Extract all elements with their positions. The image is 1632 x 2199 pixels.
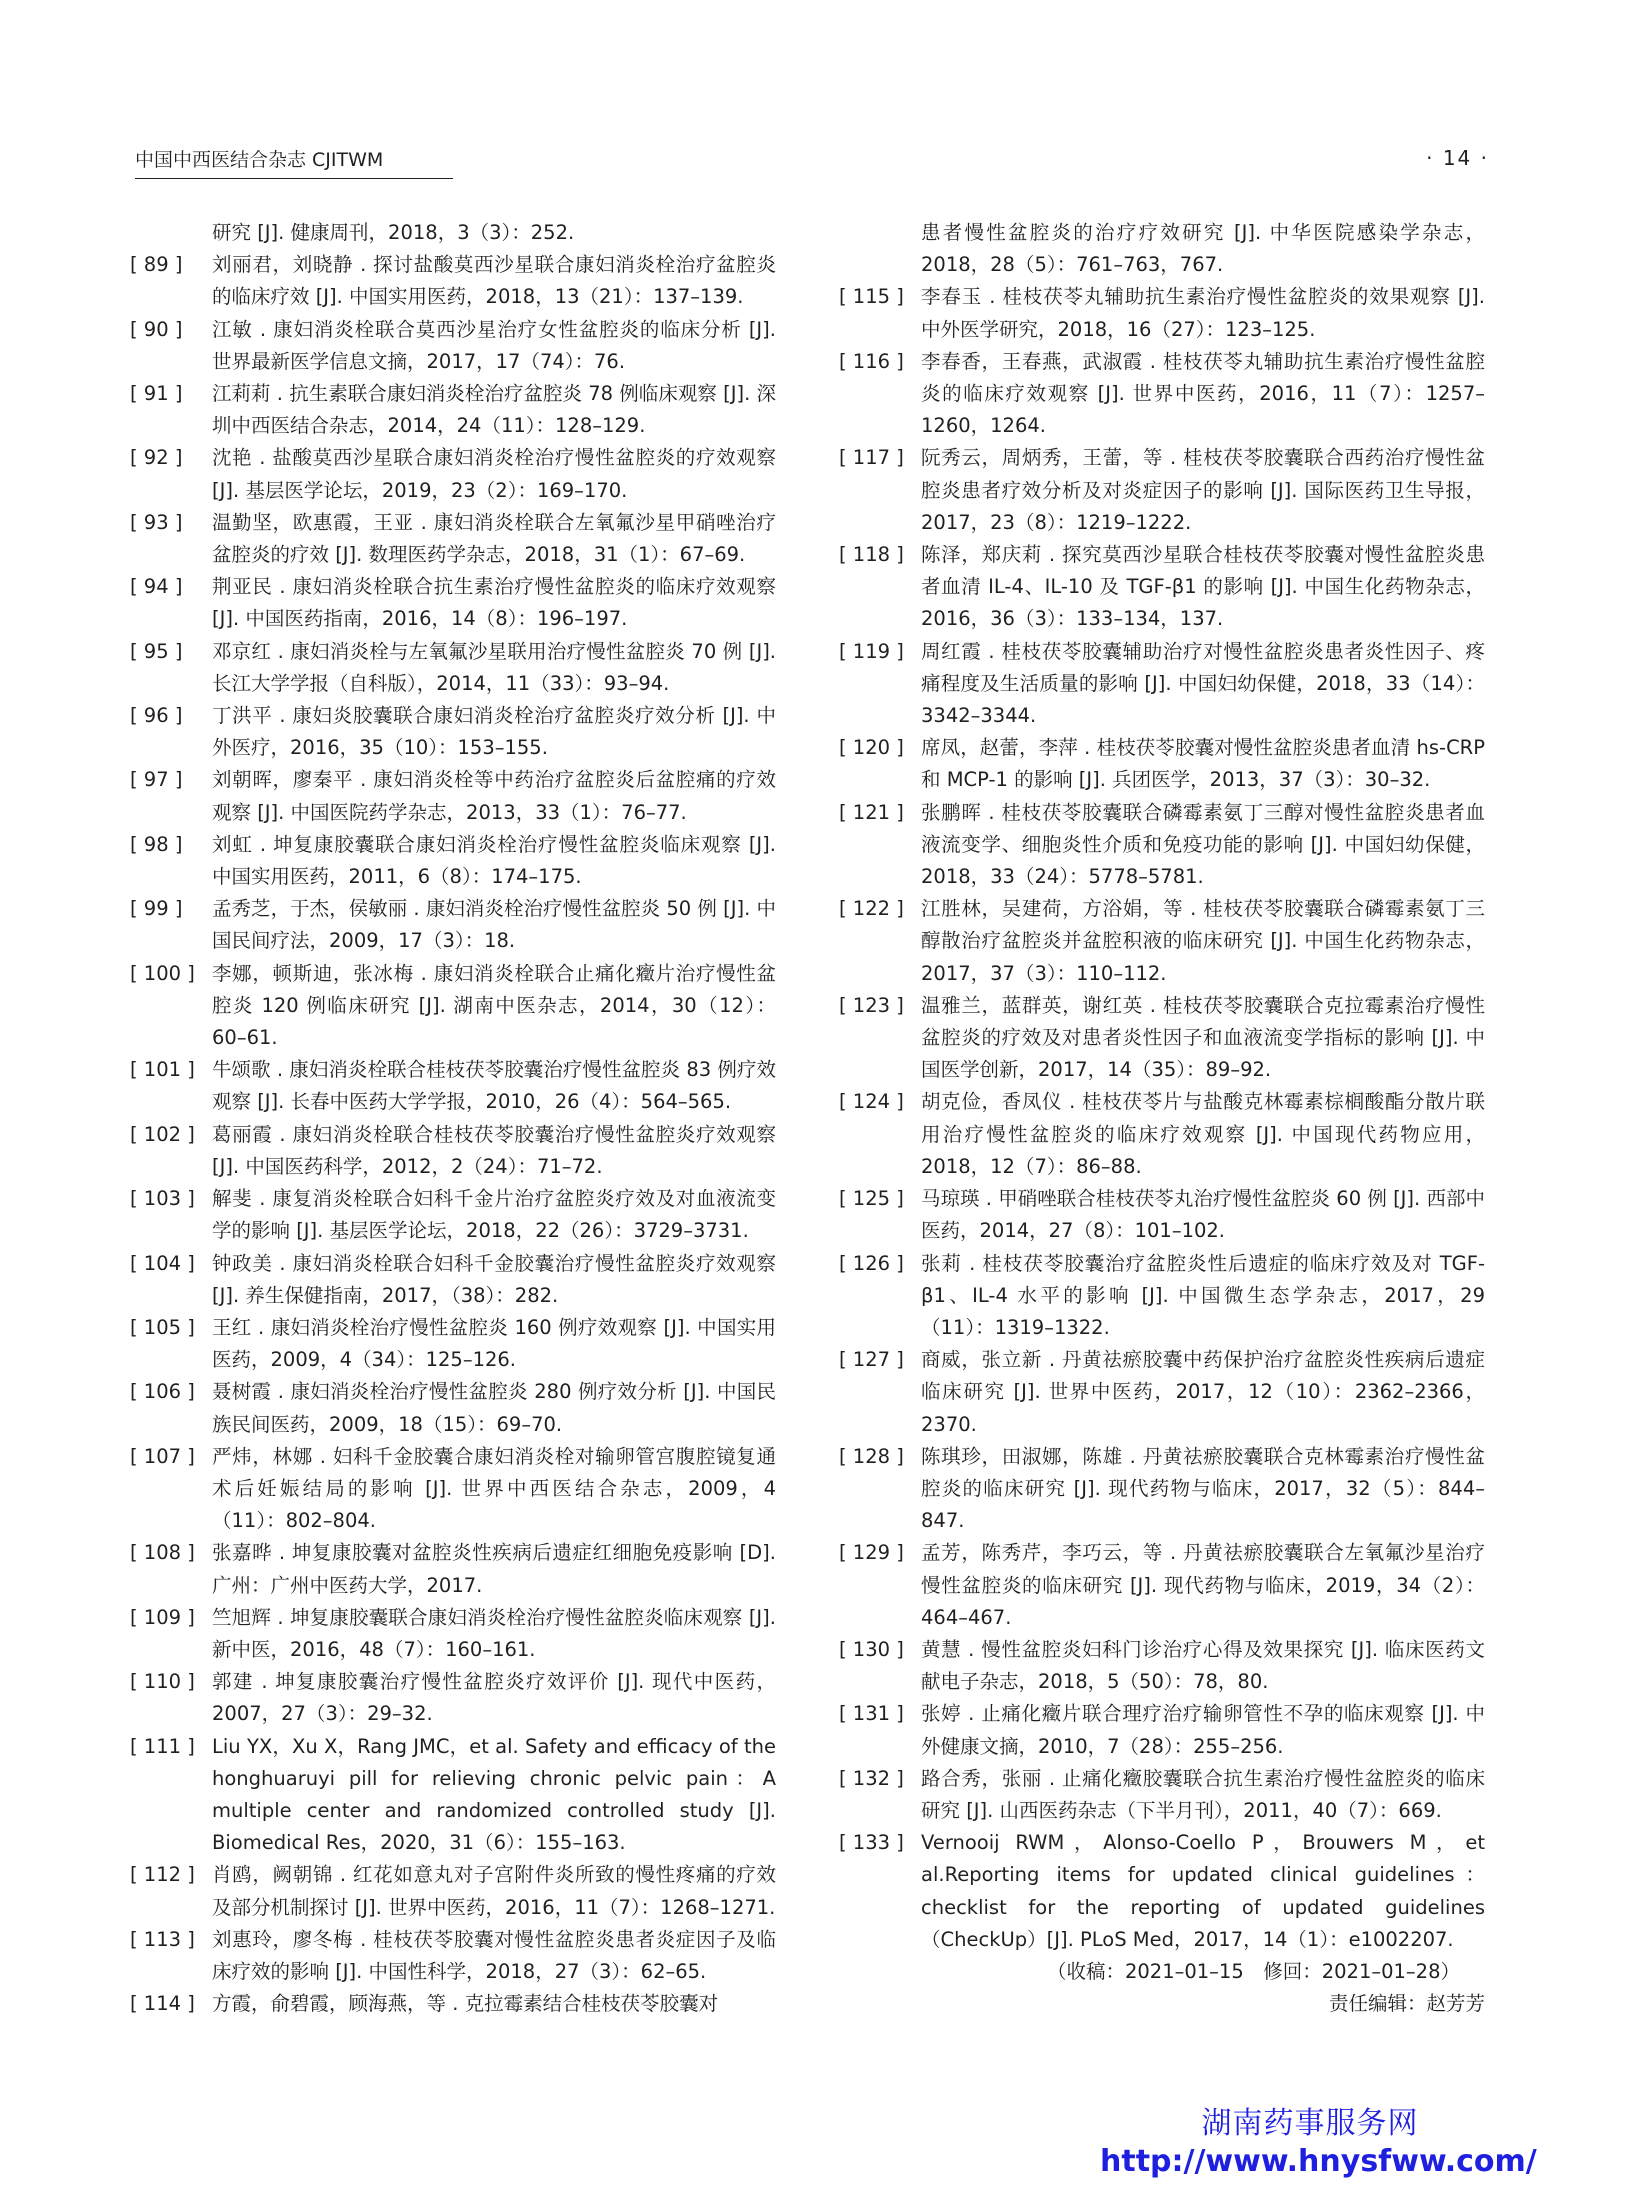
reference-text: Liu YX，Xu X，Rang JMC，et al. Safety and efficacy of the honghuaruyi pill for relieving chronic pelvic pain：A multiple center and randomized controlled study [J]. Biomedical Res，2020，31（6）：155–163. (212, 1734, 776, 1855)
reference-text: 方霞，俞碧霞，顾海燕，等 . 克拉霉素结合桂枝茯苓胶囊对 (212, 1992, 719, 2016)
reference-text: 江敏 . 康妇消炎栓联合莫西沙星治疗女性盆腔炎的临床分析 [J]. 世界最新医学信息文摘，2017，17（74）：76. (212, 317, 776, 373)
reference-item (839, 797, 1485, 894)
reference-number: [ 118 ] (839, 543, 904, 567)
reference-text: 刘丽君，刘晓静 . 探讨盐酸莫西沙星联合康妇消炎栓治疗盆腔炎的临床疗效 [J]. 中国实用医药，2018，13（21）：137–139. (212, 253, 776, 309)
reference-item (839, 442, 1485, 539)
responsible-editor: 责任编辑：赵芳芳 (1328, 1992, 1485, 2016)
reference-text: 郭建 . 坤复康胶囊治疗慢性盆腔炎疗效评价 [J]. 现代中医药，2007，27（3）：29–32. (212, 1670, 776, 1726)
reference-text: 肖鸥，阙朝锦 . 红花如意丸对子宫附件炎所致的慢性疼痛的疗效及部分机制探讨 [J]. 世界中医药，2016，11（7）：1268–1271. (212, 1863, 776, 1919)
reference-item (130, 1441, 776, 1538)
reference-text: 黄慧 . 慢性盆腔炎妇科门诊治疗心得及效果探究 [J]. 临床医药文献电子杂志，2018，5（50）：78，80. (921, 1637, 1485, 1694)
watermark-url[interactable]: http://www.hnysfww.com/ (1100, 2144, 1537, 2179)
reference-number: [ 103 ] (130, 1187, 195, 1211)
reference-text: 阮秀云，周炳秀，王蕾，等 . 桂枝茯苓胶囊联合西药治疗慢性盆腔炎患者疗效分析及对炎症因子的影响 [J]. 国际医药卫生导报，2017，23（8）：1219–1222. (921, 446, 1485, 534)
received-dates: （收稿：2021–01–15 修回：2021–01–28） (1046, 1959, 1460, 1983)
reference-item (130, 829, 776, 893)
reference-text: 刘朝晖，廖秦平 . 康妇消炎栓等中药治疗盆腔炎后盆腔痛的疗效观察 [J]. 中国医院药学杂志，2013，33（1）：76–77. (212, 768, 776, 824)
reference-item (130, 1537, 776, 1601)
reference-item (130, 764, 776, 828)
reference-item (839, 1763, 1485, 1827)
reference-number: [ 106 ] (130, 1380, 195, 1404)
reference-text: Vernooij RWM，Alonso-Coello P，Brouwers M，et al.Reporting items for updated clinical guidelines：checklist for the reporting of updated guidelines（CheckUp）[J]. PLoS Med，2017，14（1）：e1002207. (921, 1831, 1485, 1951)
reference-continuation: 患者慢性盆腔炎的治疗疗效研究 [J]. 中华医院感染学杂志，2018，28（5）：761–763，767. (921, 221, 1485, 277)
reference-item (130, 1602, 776, 1666)
reference-text: 张鹏晖 . 桂枝茯苓胶囊联合磷霉素氨丁三醇对慢性盆腔炎患者血液流变学、细胞炎性介质和免疫功能的影响 [J]. 中国妇幼保健，2018，33（24）：5778–5781. (921, 800, 1485, 889)
reference-text: 张婷 . 止痛化癥片联合理疗治疗输卵管性不孕的临床观察 [J]. 中外健康文摘，2010，7（28）：255–256. (921, 1702, 1485, 1758)
reference-number: [ 102 ] (130, 1122, 195, 1146)
reference-number: [ 116 ] (839, 349, 904, 373)
reference-number: [ 100 ] (130, 961, 195, 985)
reference-column-left (130, 217, 776, 2020)
reference-number: [ 90 ] (130, 317, 183, 341)
reference-item (839, 893, 1485, 990)
reference-text: 李春玉 . 桂枝茯苓丸辅助抗生素治疗慢性盆腔炎的效果观察 [J]. 中外医学研究，2018，16（27）：123–125. (921, 285, 1485, 341)
reference-number: [ 131 ] (839, 1702, 904, 1726)
reference-item (130, 893, 776, 957)
journal-title: 中国中西医结合杂志 CJITWM (135, 148, 453, 179)
reference-item (130, 571, 776, 635)
reference-text: 胡克俭，香凤仪 . 桂枝茯苓片与盐酸克林霉素棕榈酸酯分散片联用治疗慢性盆腔炎的临床疗效观察 [J]. 中国现代药物应用，2018，12（7）：86–88. (921, 1090, 1485, 1178)
reference-number: [ 109 ] (130, 1605, 195, 1629)
reference-text: 陈泽，郑庆莉 . 探究莫西沙星联合桂枝茯苓胶囊对慢性盆腔炎患者血清 IL-4、IL-10 及 TGF-β1 的影响 [J]. 中国生化药物杂志，2016，36（3）：133–134，137. (921, 543, 1485, 631)
reference-item (130, 1988, 776, 2020)
reference-item (130, 442, 776, 506)
watermark-site-name: 湖南药事服务网 (1201, 2106, 1419, 2141)
reference-item (130, 507, 776, 571)
reference-number: [ 119 ] (839, 639, 904, 663)
reference-text: 马琼瑛 . 甲硝唑联合桂枝茯苓丸治疗慢性盆腔炎 60 例 [J]. 西部中医药，2014，27（8）：101–102. (921, 1187, 1485, 1243)
reference-item (130, 636, 776, 700)
reference-item (130, 1859, 776, 1923)
reference-text: 李春香，王春燕，武淑霞 . 桂枝茯苓丸辅助抗生素治疗慢性盆腔炎的临床疗效观察 [J]. 世界中医药，2016，11（7）：1257–1260，1264. (921, 349, 1485, 438)
reference-item (130, 1666, 776, 1730)
reference-number: [ 105 ] (130, 1315, 195, 1339)
reference-number: [ 124 ] (839, 1090, 904, 1114)
reference-text: 江胜林，吴建荷，方浴娟，等 . 桂枝茯苓胶囊联合磷霉素氨丁三醇散治疗盆腔炎并盆腔积液的临床研究 [J]. 中国生化药物杂志，2017，37（3）：110–112. (921, 897, 1485, 985)
reference-number: [ 130 ] (839, 1637, 904, 1661)
reference-text: 严炜，林娜 . 妇科千金胶囊合康妇消炎栓对输卵管宫腹腔镜复通术后妊娠结局的影响 [J]. 世界中西医结合杂志，2009，4（11）：802–804. (212, 1444, 776, 1533)
reference-number: [ 132 ] (839, 1766, 904, 1790)
reference-item (130, 958, 776, 1055)
reference-item (839, 1183, 1485, 1247)
reference-number: [ 128 ] (839, 1444, 904, 1468)
reference-number: [ 93 ] (130, 510, 183, 534)
reference-item (839, 1698, 1485, 1762)
reference-number: [ 129 ] (839, 1541, 904, 1565)
reference-text: 钟政美 . 康妇消炎栓联合妇科千金胶囊治疗慢性盆腔炎疗效观察 [J]. 养生保健指南，2017，（38）：282. (212, 1251, 776, 1307)
reference-list-left (130, 249, 776, 2020)
reference-number: [ 99 ] (130, 897, 183, 921)
reference-number: [ 97 ] (130, 768, 183, 792)
reference-number: [ 98 ] (130, 832, 183, 856)
reference-item (839, 346, 1485, 443)
reference-text: 解斐 . 康复消炎栓联合妇科千金片治疗盆腔炎疗效及对血液流变学的影响 [J]. 基层医学论坛，2018，22（26）：3729–3731. (212, 1187, 776, 1243)
reference-number: [ 94 ] (130, 575, 183, 599)
reference-item (839, 281, 1485, 345)
reference-number: [ 126 ] (839, 1251, 904, 1275)
reference-column-right (839, 217, 1485, 2020)
reference-text: 孟秀芝，于杰，侯敏丽 . 康妇消炎栓治疗慢性盆腔炎 50 例 [J]. 中国民间疗法，2009，17（3）：18. (212, 897, 776, 953)
watermark (1100, 2105, 1537, 2181)
reference-number: [ 120 ] (839, 736, 904, 760)
reference-text: 温雅兰，蓝群英，谢红英 . 桂枝茯苓胶囊联合克拉霉素治疗慢性盆腔炎的疗效及对患者炎性因子和血液流变学指标的影响 [J]. 中国医学创新，2017，14（35）：89–92. (921, 993, 1485, 1082)
reference-number: [ 112 ] (130, 1863, 195, 1887)
reference-text: 刘虹 . 坤复康胶囊联合康妇消炎栓治疗慢性盆腔炎临床观察 [J]. 中国实用医药，2011，6（8）：174–175. (212, 832, 776, 889)
reference-item (839, 1441, 1485, 1538)
reference-number: [ 96 ] (130, 704, 183, 728)
reference-text: 荆亚民 . 康妇消炎栓联合抗生素治疗慢性盆腔炎的临床疗效观察 [J]. 中国医药指南，2016，14（8）：196–197. (212, 575, 776, 631)
reference-item (839, 990, 1485, 1087)
reference-number: [ 127 ] (839, 1348, 904, 1372)
reference-text: 牛颂歌 . 康妇消炎栓联合桂枝茯苓胶囊治疗慢性盆腔炎 83 例疗效观察 [J]. 长春中医药大学学报，2010，26（4）：564–565. (212, 1058, 776, 1114)
reference-item (130, 1119, 776, 1183)
reference-item (839, 1248, 1485, 1345)
reference-text: 刘惠玲，廖冬梅 . 桂枝茯苓胶囊对慢性盆腔炎患者炎症因子及临床疗效的影响 [J]. 中国性科学，2018，27（3）：62–65. (212, 1927, 776, 1983)
reference-number: [ 111 ] (130, 1734, 195, 1758)
reference-text: 商威，张立新 . 丹黄祛瘀胶囊中药保护治疗盆腔炎性疾病后遗症临床研究 [J]. 世界中医药，2017，12（10）：2362–2366，2370. (921, 1348, 1485, 1436)
reference-number: [ 125 ] (839, 1187, 904, 1211)
reference-number: [ 107 ] (130, 1444, 195, 1468)
reference-text: 丁洪平 . 康妇炎胶囊联合康妇消炎栓治疗盆腔炎疗效分析 [J]. 中外医疗，2016，35（10）：153–155. (212, 704, 776, 760)
reference-text: 邓京红 . 康妇消炎栓与左氧氟沙星联用治疗慢性盆腔炎 70 例 [J]. 长江大学学报（自科版），2014，11（33）：93–94. (212, 639, 776, 695)
reference-text: 陈琪珍，田淑娜，陈雄 . 丹黄祛瘀胶囊联合克林霉素治疗慢性盆腔炎的临床研究 [J]. 现代药物与临床，2017，32（5）：844–847. (921, 1444, 1485, 1533)
reference-item (839, 1827, 1485, 1956)
reference-text: 王红 . 康妇消炎栓治疗慢性盆腔炎 160 例疗效观察 [J]. 中国实用医药，2009，4（34）：125–126. (212, 1315, 776, 1372)
reference-text: 竺旭辉 . 坤复康胶囊联合康妇消炎栓治疗慢性盆腔炎临床观察 [J]. 新中医，2016，48（7）：160–161. (212, 1605, 776, 1661)
reference-item (130, 1924, 776, 1988)
reference-text: 路合秀，张丽 . 止痛化癥胶囊联合抗生素治疗慢性盆腔炎的临床研究 [J]. 山西医药杂志（下半月刊），2011，40（7）：669. (921, 1766, 1485, 1822)
reference-item (130, 378, 776, 442)
reference-item (130, 1312, 776, 1376)
reference-text: 张嘉晔 . 坤复康胶囊对盆腔炎性疾病后遗症红细胞免疫影响 [D]. 广州：广州中医药大学，2017. (212, 1541, 776, 1597)
reference-number: [ 108 ] (130, 1541, 195, 1565)
reference-item (839, 732, 1485, 796)
reference-text: 孟芳，陈秀芹，李巧云，等 . 丹黄祛瘀胶囊联合左氧氟沙星治疗慢性盆腔炎的临床研究 [J]. 现代药物与临床，2019，34（2）：464–467. (921, 1541, 1485, 1629)
reference-number: [ 117 ] (839, 446, 904, 470)
reference-list-right (839, 281, 1485, 1956)
reference-item (839, 1537, 1485, 1634)
reference-item (130, 1183, 776, 1247)
reference-item (130, 700, 776, 764)
reference-text: 江莉莉 . 抗生素联合康妇消炎栓治疗盆腔炎 78 例临床观察 [J]. 深圳中西医结合杂志，2014，24（11）：128–129. (212, 382, 776, 438)
reference-number: [ 92 ] (130, 446, 183, 470)
reference-text: 席凤，赵蕾，李萍 . 桂枝茯苓胶囊对慢性盆腔炎患者血清 hs-CRP 和 MCP-1 的影响 [J]. 兵团医学，2013，37（3）：30–32. (921, 736, 1485, 792)
reference-item (130, 1248, 776, 1312)
reference-number: [ 91 ] (130, 382, 183, 406)
reference-item (130, 249, 776, 313)
reference-item (130, 314, 776, 378)
reference-text: 葛丽霞 . 康妇消炎栓联合桂枝茯苓胶囊治疗慢性盆腔炎疗效观察 [J]. 中国医药科学，2012，2（24）：71–72. (212, 1122, 776, 1178)
reference-number: [ 110 ] (130, 1670, 195, 1694)
page-number: · 14 · (1426, 146, 1489, 170)
reference-number: [ 123 ] (839, 993, 904, 1017)
reference-text: 沈艳 . 盐酸莫西沙星联合康妇消炎栓治疗慢性盆腔炎的疗效观察 [J]. 基层医学论坛，2019，23（2）：169–170. (212, 446, 776, 502)
reference-number: [ 101 ] (130, 1058, 195, 1082)
reference-number: [ 104 ] (130, 1251, 195, 1275)
reference-number: [ 113 ] (130, 1927, 195, 1951)
reference-continuation: 研究 [J]. 健康周刊，2018，3（3）：252. (212, 221, 575, 244)
reference-item (839, 1086, 1485, 1183)
reference-number: [ 122 ] (839, 897, 904, 921)
reference-number: [ 114 ] (130, 1992, 195, 2016)
reference-text: 聂树霞 . 康妇消炎栓治疗慢性盆腔炎 280 例疗效分析 [J]. 中国民族民间医药，2009，18（15）：69–70. (212, 1380, 776, 1436)
reference-text: 张莉 . 桂枝茯苓胶囊治疗盆腔炎性后遗症的临床疗效及对 TGF-β1、IL-4 水平的影响 [J]. 中国微生态学杂志，2017，29（11）：1319–1322. (921, 1251, 1485, 1339)
reference-text: 温勤坚，欧惠霞，王亚 . 康妇消炎栓联合左氧氟沙星甲硝唑治疗盆腔炎的疗效 [J]. 数理医药学杂志，2018，31（1）：67–69. (212, 510, 776, 567)
reference-number: [ 133 ] (839, 1831, 904, 1855)
reference-item (839, 1634, 1485, 1698)
reference-text: 李娜，顿斯迪，张冰梅 . 康妇消炎栓联合止痛化癥片治疗慢性盆腔炎 120 例临床研究 [J]. 湖南中医杂志，2014，30（12）：60–61. (212, 961, 776, 1050)
reference-number: [ 89 ] (130, 253, 183, 277)
reference-item (839, 539, 1485, 636)
reference-item (130, 1054, 776, 1118)
reference-number: [ 115 ] (839, 285, 904, 309)
reference-item (839, 1344, 1485, 1441)
reference-text: 周红霞 . 桂枝茯苓胶囊辅助治疗对慢性盆腔炎患者炎性因子、疼痛程度及生活质量的影响 [J]. 中国妇幼保健，2018，33（14）：3342–3344. (921, 639, 1485, 728)
reference-number: [ 121 ] (839, 800, 904, 824)
reference-item (130, 1376, 776, 1440)
reference-item (839, 636, 1485, 733)
page-header (135, 148, 1497, 178)
reference-number: [ 95 ] (130, 639, 183, 663)
reference-item (130, 1731, 776, 1860)
